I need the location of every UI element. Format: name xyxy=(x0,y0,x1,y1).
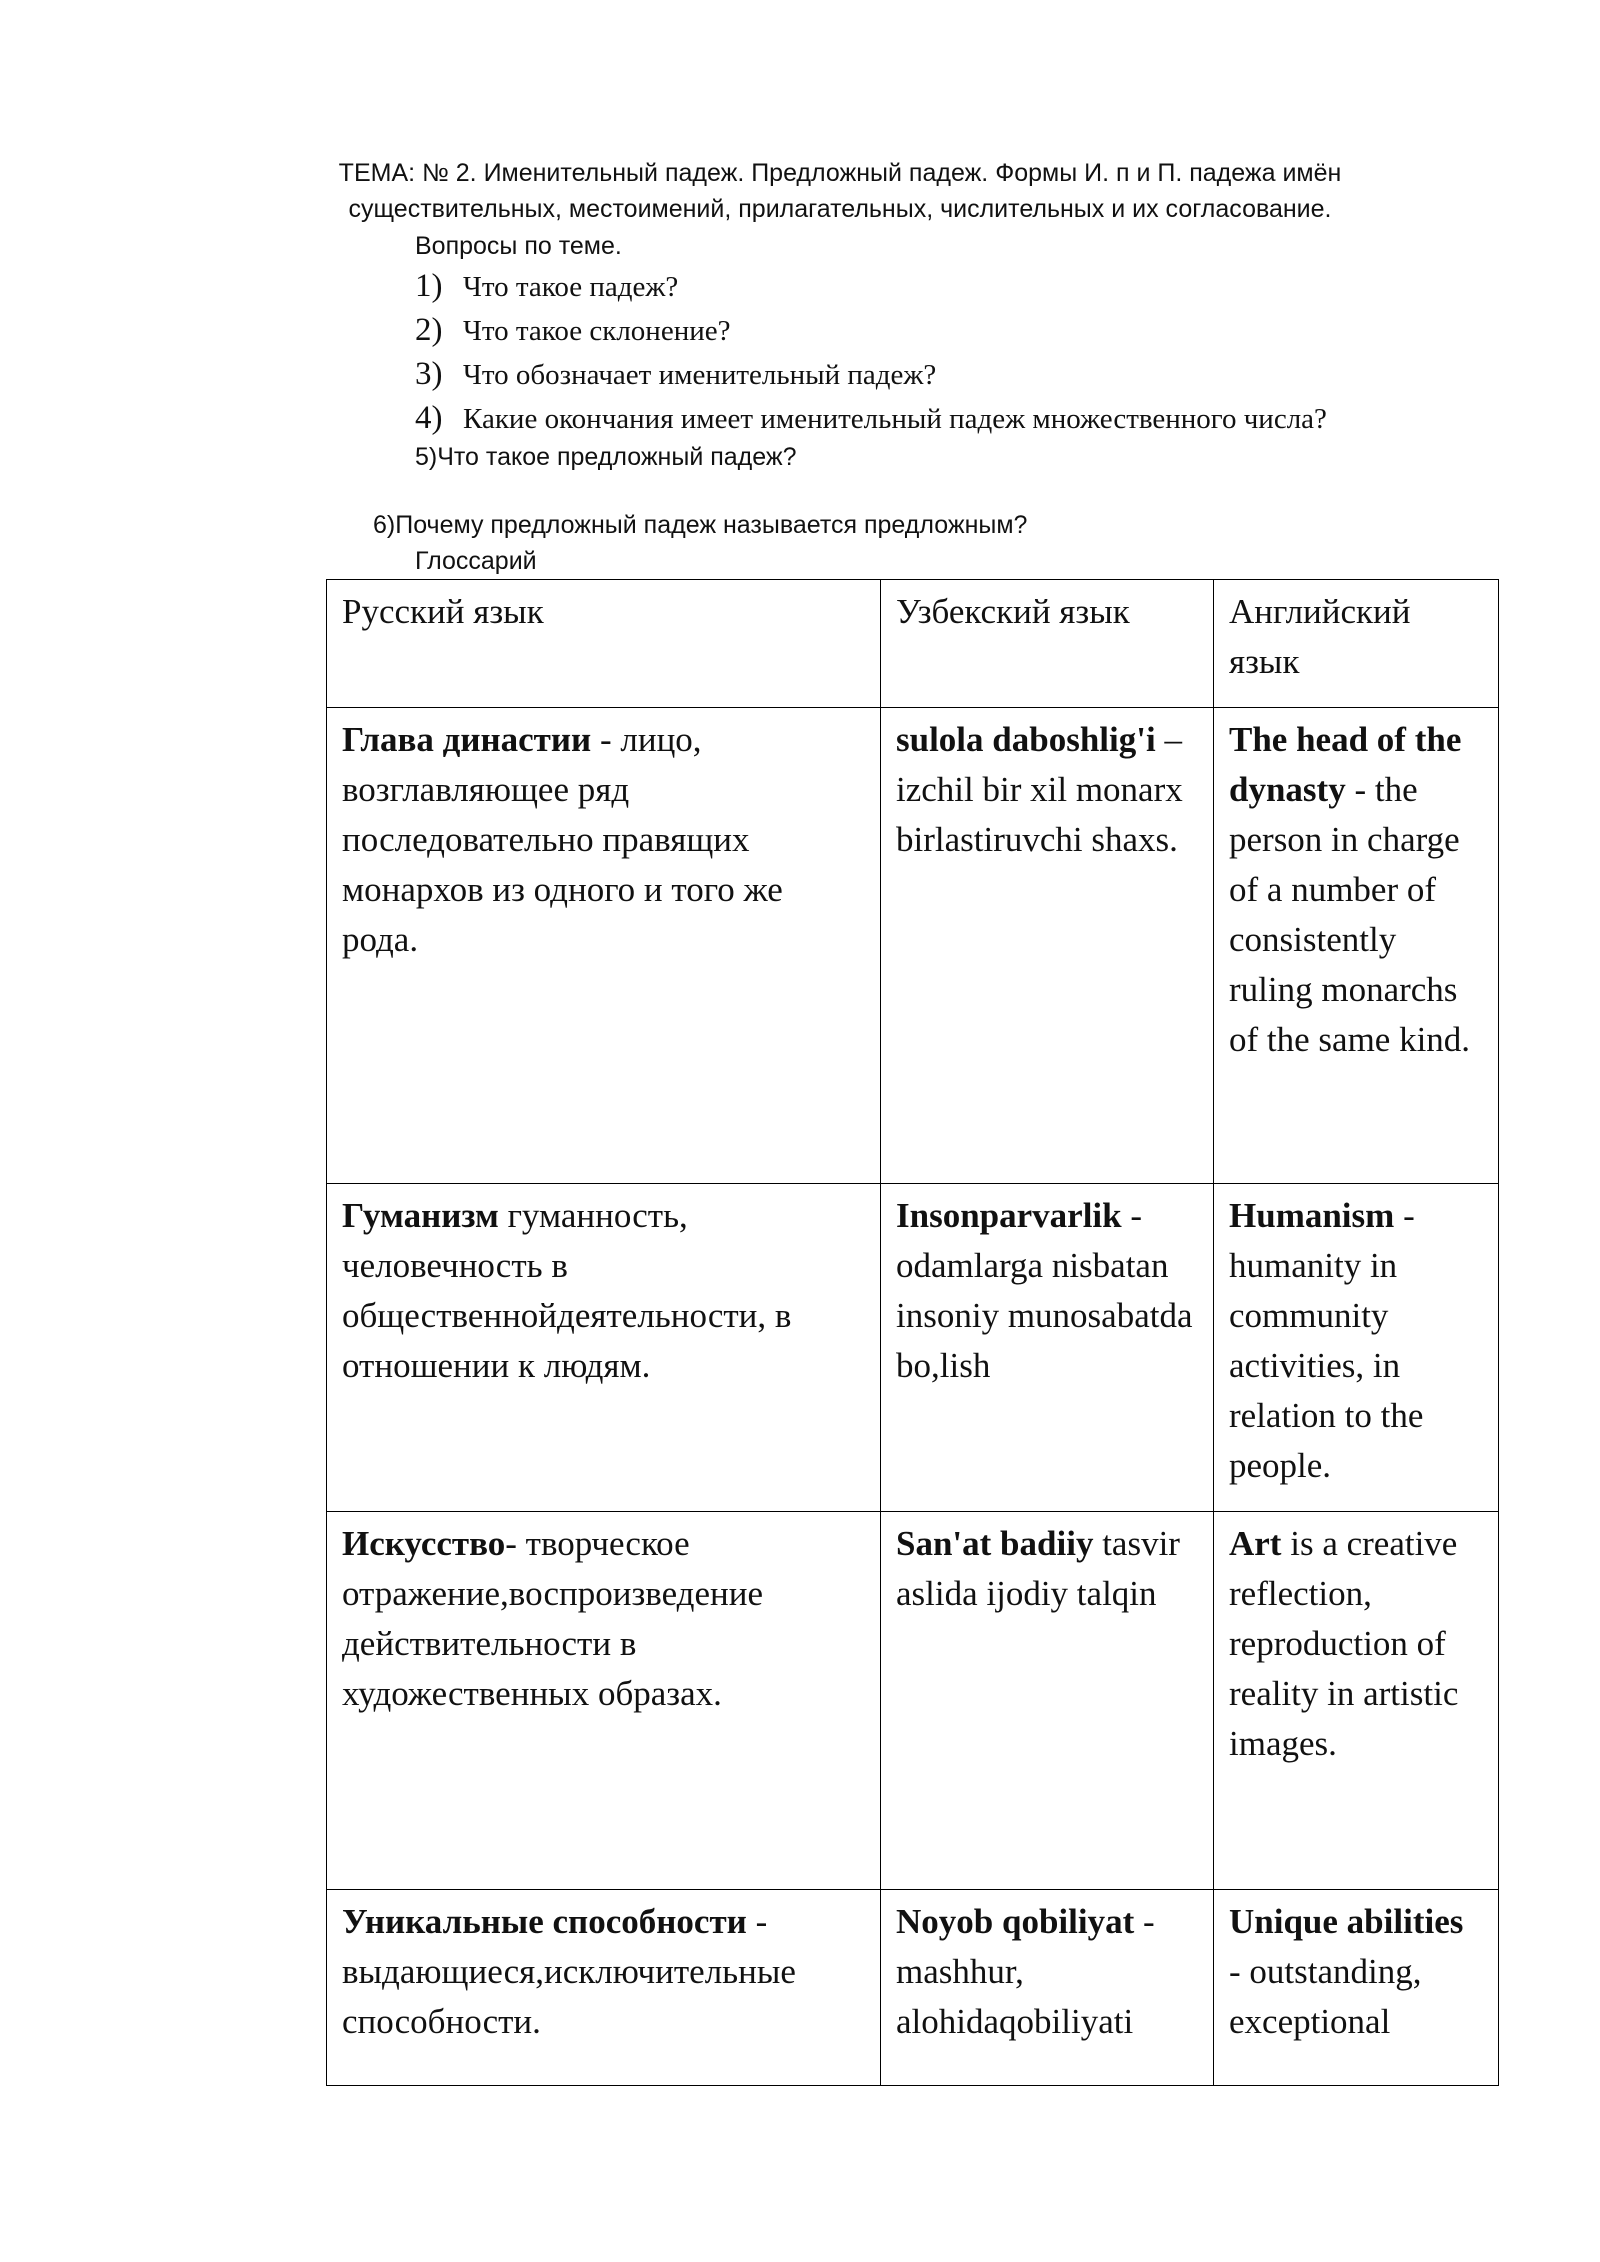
table-row xyxy=(327,1890,1499,2086)
term: sulola daboshlig'i xyxy=(896,720,1156,759)
question-item xyxy=(415,266,678,307)
question-item: 6)Почему предложный падеж называется предложным? xyxy=(373,511,1028,539)
table-row xyxy=(327,1512,1499,1890)
term: San'at badiiy xyxy=(896,1524,1094,1563)
cell-uzbek xyxy=(881,708,1214,1184)
term: Art xyxy=(1229,1524,1282,1563)
question-item xyxy=(415,354,936,395)
term: Искусство xyxy=(342,1524,506,1563)
term: Noyob qobiliyat xyxy=(896,1902,1135,1941)
cell-uzbek xyxy=(881,1184,1214,1512)
question-item xyxy=(415,398,1327,439)
question-text: Что такое падеж? xyxy=(463,271,679,303)
definition: – izchil bir xil monarx birlastiruvchi shaxs. xyxy=(896,720,1183,859)
term: Unique abilities xyxy=(1229,1902,1464,1941)
definition: - the person in charge of a number of consistently ruling monarchs of the same kind. xyxy=(1229,770,1471,1059)
column-header-english: Английский язык xyxy=(1214,580,1499,708)
table-row xyxy=(327,708,1499,1184)
question-number: 4) xyxy=(415,400,443,436)
cell-english xyxy=(1214,1890,1499,2086)
term: Гуманизм xyxy=(342,1196,499,1235)
definition: - лицо, возглавляющее ряд последовательно правящих монархов из одного и того же рода. xyxy=(342,720,783,959)
definition: - humanity in community activities, in relation to the people. xyxy=(1229,1196,1424,1485)
term: Insonparvarlik xyxy=(896,1196,1122,1235)
table-row xyxy=(327,1184,1499,1512)
column-header-uzbek: Узбекский язык xyxy=(881,580,1214,708)
term: The head of the dynasty xyxy=(1229,720,1462,809)
cell-english xyxy=(1214,1184,1499,1512)
column-header-russian: Русский язык xyxy=(327,580,881,708)
question-number: 2) xyxy=(415,312,443,348)
question-number: 1) xyxy=(415,268,443,304)
question-number: 3) xyxy=(415,356,443,392)
question-text: Что обозначает именительный падеж? xyxy=(463,359,937,391)
cell-english xyxy=(1214,1512,1499,1890)
glossary-heading: Глоссарий xyxy=(415,547,537,575)
definition: гуманность, человечность в общественнойдеятельности, в отношении к людям. xyxy=(342,1196,792,1385)
cell-russian xyxy=(327,1512,881,1890)
cell-uzbek xyxy=(881,1512,1214,1890)
definition: - odamlarga nisbatan insoniy munosabatda bo,lish xyxy=(896,1196,1193,1385)
term: Уникальные способности xyxy=(342,1902,747,1941)
definition: - выдающиеся,исключительные способности. xyxy=(342,1902,796,2041)
term: Humanism xyxy=(1229,1196,1395,1235)
cell-russian xyxy=(327,1890,881,2086)
definition: tasvir aslida ijodiy talqin xyxy=(896,1524,1180,1613)
definition: - outstanding, exceptional xyxy=(1229,1952,1422,2041)
question-text: Какие окончания имеет именительный падеж множественного числа? xyxy=(463,403,1327,435)
cell-russian xyxy=(327,1184,881,1512)
definition: is a creative reflection, reproduction of reality in artistic images. xyxy=(1229,1524,1459,1763)
glossary-table xyxy=(326,579,1499,2086)
cell-russian xyxy=(327,708,881,1184)
question-item: 5)Что такое предложный падеж? xyxy=(415,443,797,471)
term: Глава династии xyxy=(342,720,592,759)
questions-heading: Вопросы по теме. xyxy=(415,232,622,260)
question-text: Что такое склонение? xyxy=(463,315,731,347)
cell-english xyxy=(1214,708,1499,1184)
cell-uzbek xyxy=(881,1890,1214,2086)
definition: - творческое отражение,воспроизведение действительности в художественных образах. xyxy=(342,1524,764,1713)
definition: - mashhur, alohidaqobiliyati xyxy=(896,1902,1155,2041)
topic-title: ТЕМА: № 2. Именительный падеж. Предложный падеж. Формы И. п и П. падежа имён существительных, местоимений, прилагательных, числительных и их согласование. xyxy=(338,159,1342,223)
table-header-row xyxy=(327,580,1499,708)
question-item xyxy=(415,310,731,351)
